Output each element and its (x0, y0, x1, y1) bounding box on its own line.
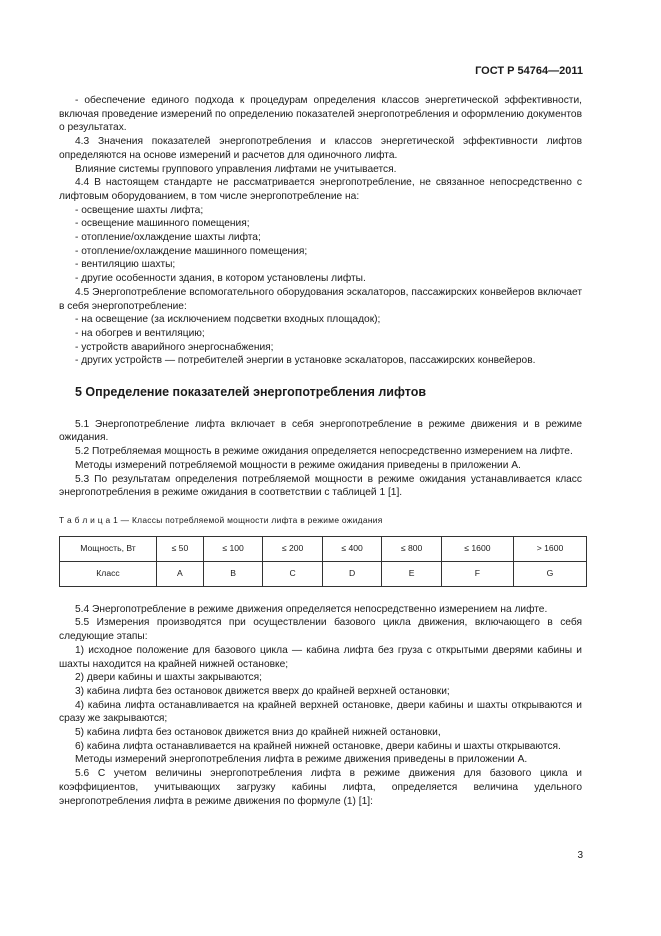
table-cell: ≤ 200 (263, 536, 323, 561)
table-cell: ≤ 800 (382, 536, 442, 561)
table-cell: B (203, 561, 263, 586)
list-item: - отопление/охлаждение машинного помещения; (75, 245, 308, 257)
list-item: - устройств аварийного энергоснабжения; (75, 341, 274, 353)
list-item: - освещение шахты лифта; (75, 204, 204, 216)
list-item: - отопление/охлаждение шахты лифта; (75, 232, 261, 244)
table-cell: C (263, 561, 323, 586)
standard-number: ГОСТ Р 54764—2011 (475, 65, 583, 77)
list-item: 3) кабина лифта без остановок движется вверх до крайней верхней остановки; (75, 685, 450, 697)
list-item: - на обогрев и вентиляцию; (75, 327, 205, 339)
paragraph: - обеспечение единого подхода к процедурам определения классов энергетической эффективности, включая проведение измерений по определению показателей энергопотребления и оформлению документов о результатах. (59, 95, 582, 134)
table-row (60, 561, 587, 586)
paragraph: Влияние системы группового управления лифтами не учитывается. (75, 163, 397, 175)
list-item: - других устройств — потребителей энергии в установке эскалаторов, пассажирских конвейеров. (75, 355, 536, 367)
paragraph: 5.4 Энергопотребление в режиме движения определяется непосредственно измерением на лифте. (75, 603, 548, 615)
table-cell: ≤ 100 (203, 536, 263, 561)
section-heading: 5 Определение показателей энергопотребления лифтов (75, 385, 427, 400)
list-item: - освещение машинного помещения; (75, 218, 250, 230)
paragraph: Методы измерений энергопотребления лифта в режиме движения приведены в приложении А. (75, 754, 528, 766)
page-number: 3 (577, 850, 583, 861)
table-cell: ≤ 1600 (441, 536, 513, 561)
power-class-table (59, 536, 587, 587)
list-item: 5) кабина лифта без остановок движется вниз до крайней нижней остановки, (75, 727, 441, 739)
table-row (60, 536, 587, 561)
table-cell: G (514, 561, 587, 586)
table-cell: ≤ 50 (157, 536, 204, 561)
paragraph: 5.3 По результатам определения потребляемой мощности в режиме ожидания устанавливается класс энергопотребления в режиме ожидания в соответствии с таблицей 1 [1]. (59, 473, 582, 499)
page-body (59, 94, 582, 808)
paragraph: 4.4 В настоящем стандарте не рассматривается энергопотребление, не связанное непосредственно с лифтовым оборудованием, в том числе энергопотребление на: (59, 177, 582, 202)
paragraph: 5.2 Потребляемая мощность в режиме ожидания определяется непосредственно измерением на лифте. (75, 446, 573, 458)
list-item: - другие особенности здания, в котором установлены лифты. (75, 273, 366, 285)
paragraph: 5.1 Энергопотребление лифта включает в себя энергопотребление в режиме движения и в режиме ожидания. (59, 418, 582, 444)
paragraph: 5.5 Измерения производятся при осуществлении базового цикла движения, включающего в себя следующие этапы: (59, 617, 582, 643)
table-caption: Т а б л и ц а 1 — Классы потребляемой мощности лифта в режиме ожидания (59, 514, 383, 525)
table-cell: E (382, 561, 442, 586)
paragraph: 4.3 Значения показателей энергопотребления и классов энергетической эффективности лифтов определяются на основе измерений и расчетов для одиночного лифта. (59, 136, 582, 161)
table-header-cell: Мощность, Вт (60, 536, 157, 561)
paragraph: 4.5 Энергопотребление вспомогательного оборудования эскалаторов, пассажирских конвейеров включает в себя энергопотребление: (59, 286, 582, 312)
list-item: - вентиляцию шахты; (75, 259, 176, 271)
table-cell: F (441, 561, 513, 586)
table-cell: D (322, 561, 382, 586)
list-item: 6) кабина лифта останавливается на крайней нижней остановке, двери кабины и шахты открываются. (75, 740, 561, 752)
paragraph: 5.6 С учетом величины энергопотребления лифта в режиме движения для базового цикла и коэффициентов, учитывающих загрузку кабины лифта, определяется величина удельного энергопотребления лифта в режиме движения по формуле (1) [1]: (59, 768, 582, 807)
list-item: 4) кабина лифта останавливается на крайней верхней остановке, двери кабины и шахты открываются и сразу же закрываются; (59, 699, 582, 725)
list-item: 2) двери кабины и шахты закрываются; (75, 672, 262, 684)
table-header-cell: Класс (60, 561, 157, 586)
table-cell: A (157, 561, 204, 586)
table-cell: > 1600 (514, 536, 587, 561)
table-cell: ≤ 400 (322, 536, 382, 561)
paragraph: Методы измерений потребляемой мощности в режиме ожидания приведены в приложении А. (75, 459, 521, 471)
list-item: - на освещение (за исключением подсветки входных площадок); (75, 314, 381, 326)
list-item: 1) исходное положение для базового цикла — кабина лифта без груза с открытыми дверями кабины и шахты находится на крайней нижней остановке; (59, 644, 582, 670)
